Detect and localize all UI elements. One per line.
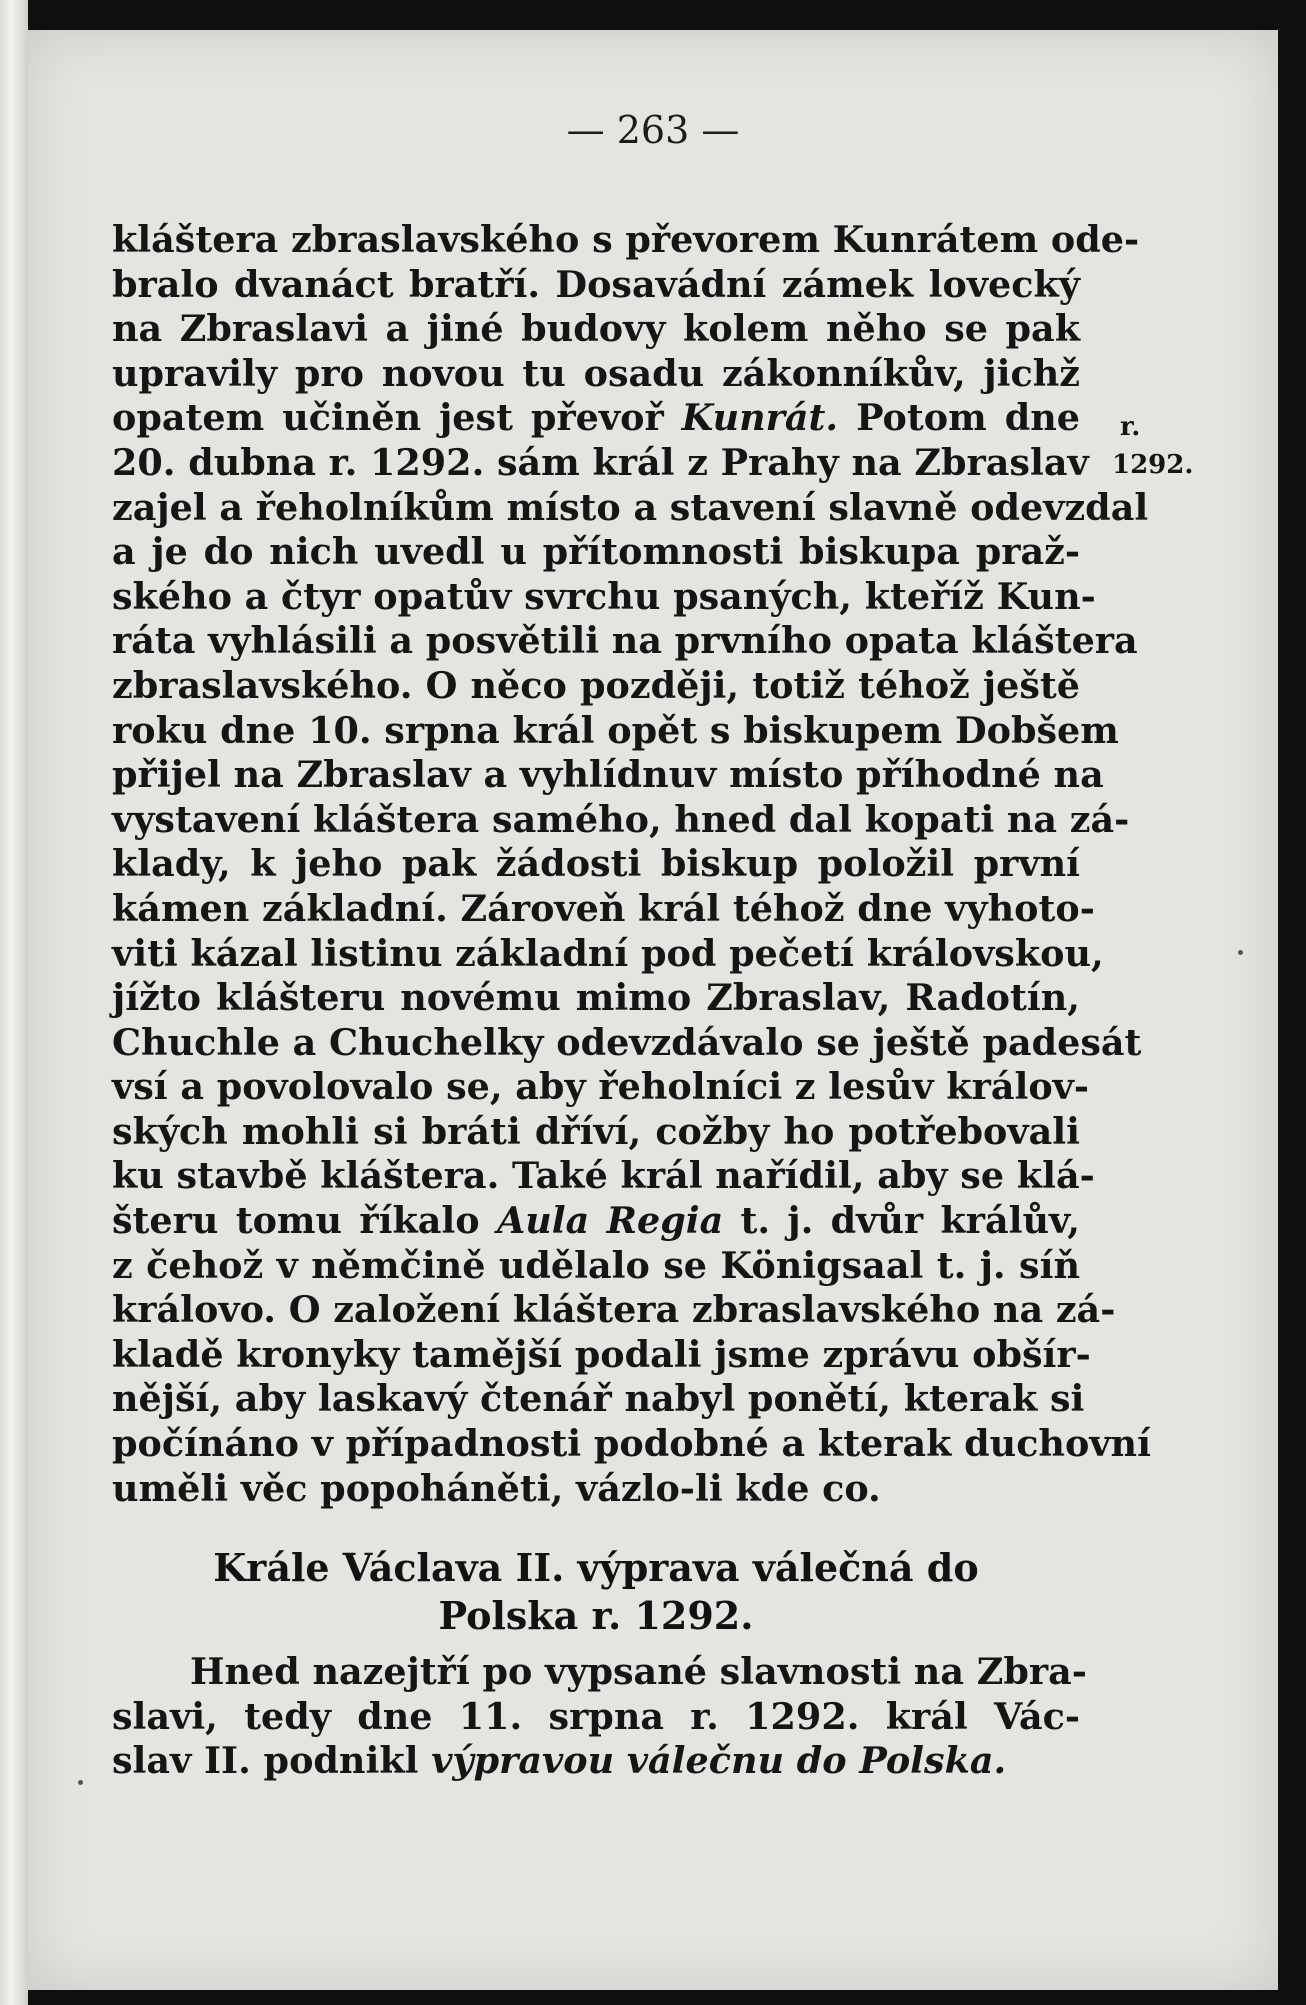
margin-note-year: 1292. bbox=[1112, 450, 1194, 480]
heading-line: Polska r. 1292. bbox=[438, 1593, 754, 1638]
text-line: vystavení kláštera samého, hned dal kopati na zá- bbox=[112, 797, 1130, 841]
paragraph-1 bbox=[112, 218, 1151, 1511]
text-line bbox=[112, 396, 1080, 441]
text-line: ského a čtyr opatův svrchu psaných, kteříž Kun- bbox=[112, 574, 1096, 618]
text-segment: t. j. dvůr králův, bbox=[723, 1199, 1080, 1243]
scan-speck bbox=[1238, 950, 1243, 955]
text-line: kláštera zbraslavského s převorem Kunrátem ode- bbox=[112, 218, 1140, 261]
text-line: upravily pro novou tu osadu zákonníkův, jichž bbox=[112, 351, 1080, 395]
text-segment: slav II. podnikl bbox=[112, 1739, 432, 1783]
text-line: jížto klášteru novému mimo Zbraslav, Radotín, bbox=[112, 976, 1080, 1020]
scan-speck bbox=[78, 1780, 83, 1785]
text-line: uměli věc popoháněti, vázlo-li kde co. bbox=[112, 1466, 881, 1510]
text-line: nější, aby laskavý čtenář nabyl ponětí, kterak si bbox=[112, 1377, 1085, 1421]
text-line: z čehož v němčině udělalo se Königsaal t. j. síň bbox=[112, 1243, 1080, 1287]
text-line: 20. dubna r. 1292. sám král z Prahy na Zbraslav bbox=[112, 440, 1089, 484]
text-line: královo. O založení kláštera zbraslavského na zá- bbox=[112, 1288, 1116, 1332]
text-line: počínáno v případnosti podobné a kterak duchovní bbox=[112, 1422, 1151, 1466]
paragraph-2 bbox=[112, 1650, 1087, 1784]
text-line: ských mohli si bráti dříví, cožby ho potřebovali bbox=[112, 1109, 1080, 1153]
text-line: kladě kronyky tamější podali jsme zprávu obšír- bbox=[112, 1332, 1091, 1376]
text-line: ráta vyhlásili a posvětili na prvního opata kláštera bbox=[112, 619, 1138, 663]
text-line: viti kázal listinu základní pod pečetí královskou, bbox=[112, 931, 1104, 975]
text-line: slavi, tedy dne 11. srpna r. 1292. král Vác- bbox=[112, 1694, 1080, 1738]
text-segment: Potom dne bbox=[838, 396, 1080, 440]
text-line bbox=[112, 1199, 1080, 1244]
text-line: přijel na Zbraslav a vyhlídnuv místo příhodné na bbox=[112, 753, 1104, 797]
page-number: — 263 — bbox=[566, 108, 740, 152]
text-line: kámen základní. Zároveň král téhož dne vyhoto- bbox=[112, 886, 1095, 930]
text-line: na Zbraslavi a jiné budovy kolem něho se pak bbox=[112, 307, 1080, 351]
text-line: roku dne 10. srpna král opět s biskupem Dobšem bbox=[112, 708, 1119, 752]
margin-note-label: r. bbox=[1120, 412, 1141, 442]
scan-left-edge bbox=[0, 0, 28, 2005]
text-line: Hned nazejtří po vypsané slavnosti na Zbra- bbox=[190, 1650, 1087, 1693]
italic-name: Aula Regia bbox=[496, 1199, 724, 1243]
text-line: klady, k jeho pak žádosti biskup položil první bbox=[112, 842, 1080, 886]
italic-name: Kunrát. bbox=[681, 396, 839, 440]
text-line: vsí a povolovalo se, aby řeholníci z lesův králov- bbox=[112, 1065, 1090, 1109]
text-line: zbraslavského. O něco později, totiž téhož ještě bbox=[112, 663, 1080, 707]
text-line bbox=[112, 1739, 1080, 1784]
italic-phrase: výpravou válečnu do Polska. bbox=[431, 1739, 1007, 1783]
section-heading bbox=[112, 1544, 1080, 1640]
text-line: zajel a řeholníkům místo a stavení slavně odevzdal bbox=[112, 485, 1149, 529]
text-segment: šteru tomu říkalo bbox=[112, 1199, 497, 1243]
text-segment: opatem učiněn jest převoř bbox=[112, 396, 682, 440]
text-line: Chuchle a Chuchelky odevzdávalo se ještě padesát bbox=[112, 1020, 1142, 1064]
text-line: bralo dvanáct bratří. Dosavádní zámek lovecký bbox=[112, 262, 1080, 306]
text-line: a je do nich uvedl u přítomnosti biskupa praž- bbox=[112, 530, 1080, 574]
text-line: ku stavbě kláštera. Také král nařídil, aby se klá- bbox=[112, 1154, 1095, 1198]
heading-line: Krále Václava II. výprava válečná do bbox=[213, 1545, 979, 1590]
